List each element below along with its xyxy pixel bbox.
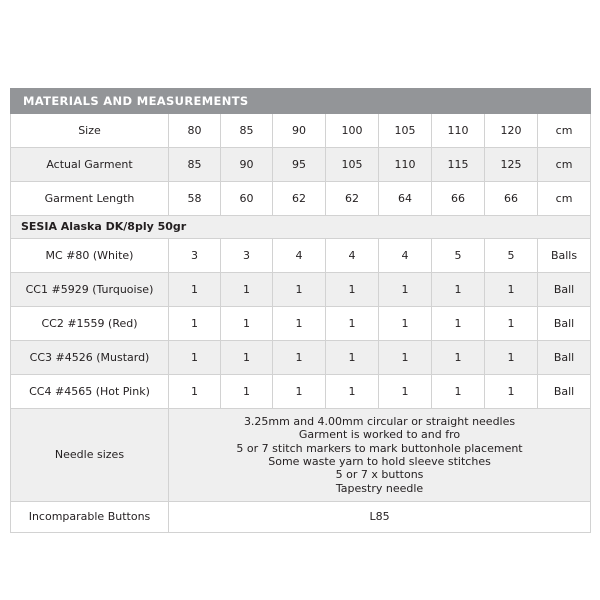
cell-cc4-1: 1: [169, 375, 221, 409]
cell-size-85: 85: [221, 114, 273, 148]
cell-mc-80-7: 5: [485, 239, 538, 273]
cell-cc3-5: 1: [379, 341, 432, 375]
row-label-cc3-4526: CC3 #4526 (Mustard): [11, 341, 169, 375]
cell-cc3-6: 1: [432, 341, 485, 375]
cell-actual-garment-1: 85: [169, 148, 221, 182]
table-row-actual-garment: [11, 148, 591, 182]
row-label-cc1-5929: CC1 #5929 (Turquoise): [11, 273, 169, 307]
cell-incomparable-buttons-value: L85: [169, 502, 591, 533]
table-banner-row: [11, 89, 591, 114]
cell-cc4-6: 1: [432, 375, 485, 409]
table-row-size: [11, 114, 591, 148]
cell-actual-garment-5: 110: [379, 148, 432, 182]
cell-actual-garment-2: 90: [221, 148, 273, 182]
cell-size-100: 100: [326, 114, 379, 148]
cell-cc2-4: 1: [326, 307, 379, 341]
table-row-needle-sizes: [11, 409, 591, 502]
table-row-mc-80: [11, 239, 591, 273]
cell-mc-80-5: 4: [379, 239, 432, 273]
cell-cc4-2: 1: [221, 375, 273, 409]
cell-mc-80-unit: Balls: [538, 239, 591, 273]
cell-garment-length-1: 58: [169, 182, 221, 216]
row-label-mc-80: MC #80 (White): [11, 239, 169, 273]
row-label-cc2-1559: CC2 #1559 (Red): [11, 307, 169, 341]
cell-mc-80-4: 4: [326, 239, 379, 273]
cell-cc1-5: 1: [379, 273, 432, 307]
materials-and-measurements-table: [10, 88, 591, 533]
cell-cc3-unit: Ball: [538, 341, 591, 375]
row-label-actual-garment: Actual Garment: [11, 148, 169, 182]
cell-cc4-7: 1: [485, 375, 538, 409]
cell-size-110: 110: [432, 114, 485, 148]
cell-cc4-4: 1: [326, 375, 379, 409]
cell-garment-length-unit: cm: [538, 182, 591, 216]
cell-actual-garment-7: 125: [485, 148, 538, 182]
cell-cc2-1: 1: [169, 307, 221, 341]
cell-actual-garment-6: 115: [432, 148, 485, 182]
cell-size-80: 80: [169, 114, 221, 148]
cell-cc2-2: 1: [221, 307, 273, 341]
table-section-heading-row: [11, 216, 591, 239]
needle-note-line-6: Tapestry needle: [335, 481, 424, 495]
cell-cc3-2: 1: [221, 341, 273, 375]
row-label-garment-length: Garment Length: [11, 182, 169, 216]
cell-cc4-3: 1: [273, 375, 326, 409]
row-label-size: Size: [11, 114, 169, 148]
section-heading-sesia: SESIA Alaska DK/8ply 50gr: [11, 216, 591, 239]
cell-garment-length-6: 66: [432, 182, 485, 216]
cell-cc1-2: 1: [221, 273, 273, 307]
cell-cc1-3: 1: [273, 273, 326, 307]
cell-garment-length-3: 62: [273, 182, 326, 216]
cell-size-105: 105: [379, 114, 432, 148]
cell-cc1-1: 1: [169, 273, 221, 307]
cell-cc3-1: 1: [169, 341, 221, 375]
needle-note-line-5: 5 or 7 x buttons: [335, 468, 424, 482]
cell-actual-garment-3: 95: [273, 148, 326, 182]
cell-mc-80-2: 3: [221, 239, 273, 273]
cell-cc4-5: 1: [379, 375, 432, 409]
cell-actual-garment-4: 105: [326, 148, 379, 182]
cell-cc3-3: 1: [273, 341, 326, 375]
cell-mc-80-1: 3: [169, 239, 221, 273]
cell-garment-length-2: 60: [221, 182, 273, 216]
cell-cc2-5: 1: [379, 307, 432, 341]
table-row-cc1-5929: [11, 273, 591, 307]
cell-cc2-3: 1: [273, 307, 326, 341]
row-label-needle-sizes: Needle sizes: [11, 409, 169, 502]
table-banner-title: MATERIALS AND MEASUREMENTS: [11, 89, 591, 114]
needle-note-line-2: Garment is worked to and fro: [298, 428, 461, 442]
cell-mc-80-6: 5: [432, 239, 485, 273]
table-row-cc2-1559: [11, 307, 591, 341]
table-row-garment-length: [11, 182, 591, 216]
cell-size-unit: cm: [538, 114, 591, 148]
cell-cc1-7: 1: [485, 273, 538, 307]
cell-cc2-7: 1: [485, 307, 538, 341]
cell-cc3-4: 1: [326, 341, 379, 375]
materials-table-container: [10, 88, 590, 533]
cell-cc3-7: 1: [485, 341, 538, 375]
cell-cc2-unit: Ball: [538, 307, 591, 341]
cell-actual-garment-unit: cm: [538, 148, 591, 182]
cell-cc4-unit: Ball: [538, 375, 591, 409]
cell-garment-length-5: 64: [379, 182, 432, 216]
needle-note-line-1: 3.25mm and 4.00mm circular or straight needles: [243, 414, 516, 428]
cell-mc-80-3: 4: [273, 239, 326, 273]
cell-cc1-unit: Ball: [538, 273, 591, 307]
needle-note-line-4: Some waste yarn to hold sleeve stitches: [268, 455, 491, 468]
cell-cc1-6: 1: [432, 273, 485, 307]
table-row-cc4-4565: [11, 375, 591, 409]
cell-size-120: 120: [485, 114, 538, 148]
needle-note-line-3: 5 or 7 stitch markers to mark buttonhole placement: [236, 441, 523, 455]
row-label-cc4-4565: CC4 #4565 (Hot Pink): [11, 375, 169, 409]
row-label-incomparable-buttons: Incomparable Buttons: [11, 502, 169, 533]
table-row-incomparable-buttons: [11, 502, 591, 533]
cell-cc1-4: 1: [326, 273, 379, 307]
needle-sizes-notes: [169, 409, 591, 502]
table-row-cc3-4526: [11, 341, 591, 375]
cell-cc2-6: 1: [432, 307, 485, 341]
cell-garment-length-4: 62: [326, 182, 379, 216]
cell-size-90: 90: [273, 114, 326, 148]
cell-garment-length-7: 66: [485, 182, 538, 216]
